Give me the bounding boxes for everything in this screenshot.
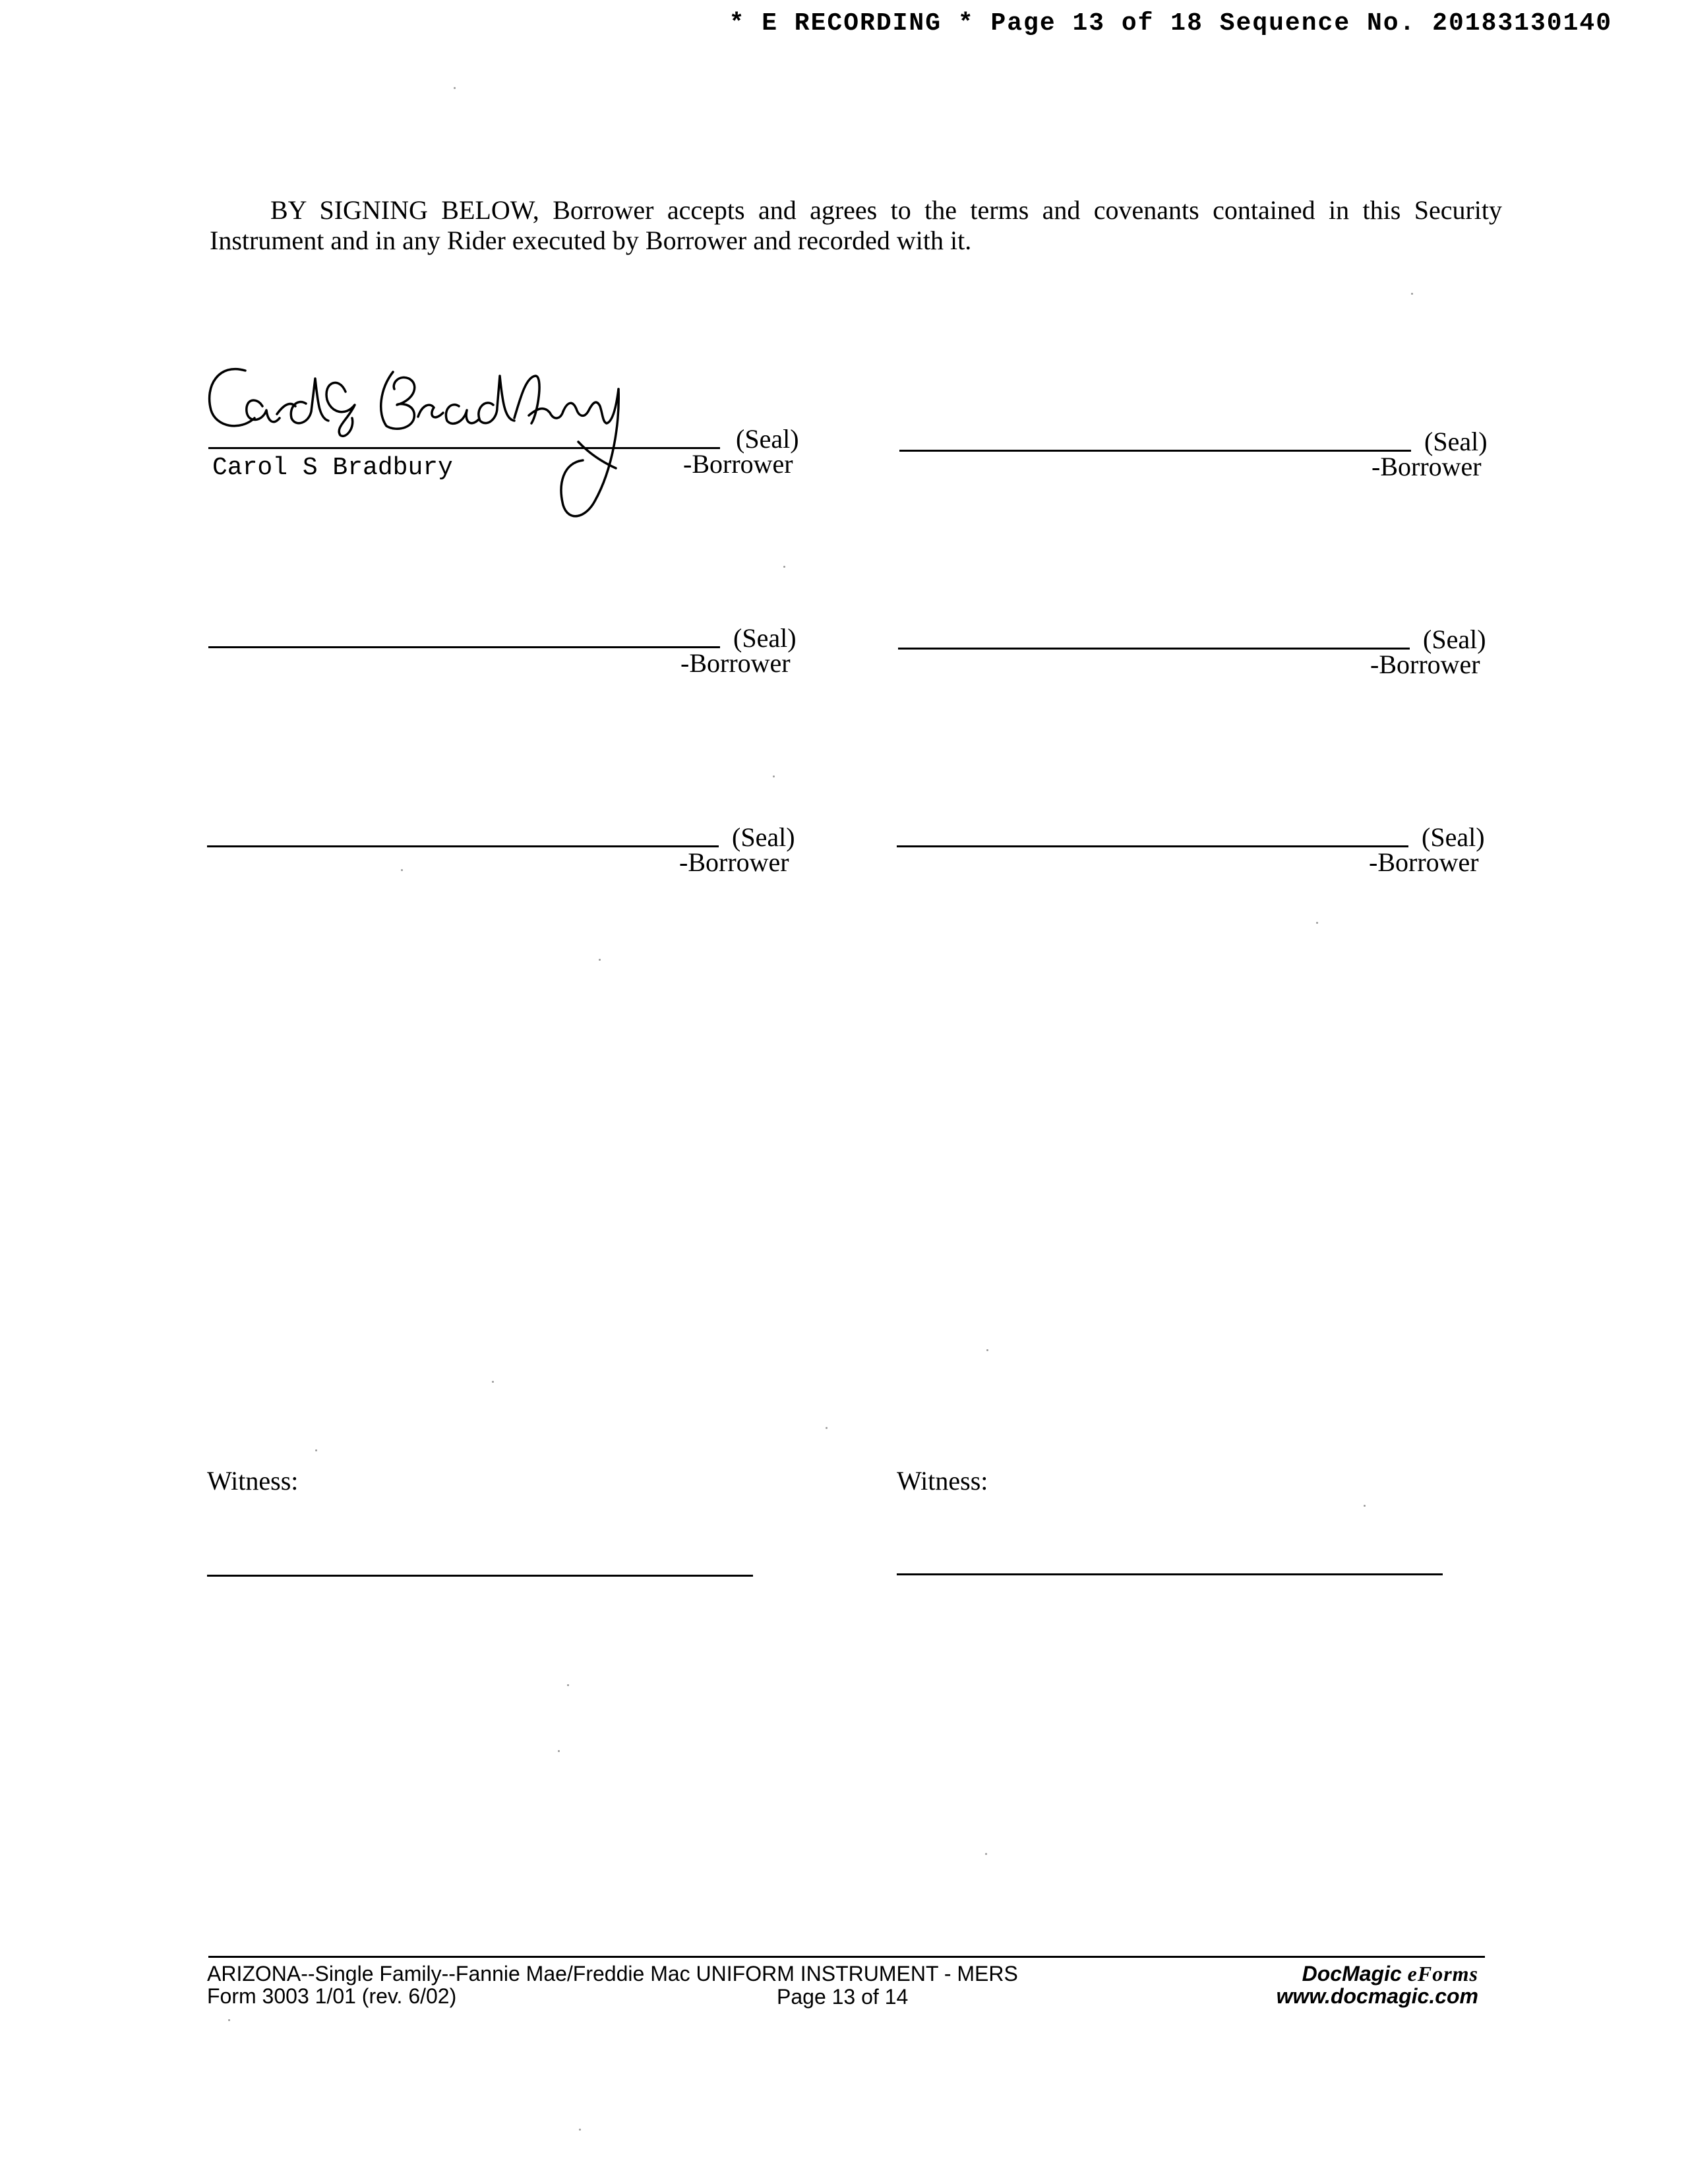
signature-block-2 [899, 425, 1493, 504]
scan-speck [315, 1449, 317, 1451]
scan-speck [599, 959, 601, 961]
borrower-label: -Borrower [679, 847, 789, 877]
signature-line [898, 648, 1410, 650]
handwritten-signature [199, 349, 648, 541]
brand-eforms: eForms [1407, 1962, 1478, 1986]
borrower-label: -Borrower [683, 449, 793, 479]
recording-header: * E RECORDING * Page 13 of 18 Sequence No. 20183130140 [729, 9, 1612, 38]
borrower-label: -Borrower [1372, 452, 1482, 481]
borrower-label: -Borrower [1370, 650, 1480, 679]
printed-name: Carol S Bradbury [212, 454, 453, 482]
scan-speck [567, 1684, 569, 1686]
seal-label: (Seal) [1423, 624, 1486, 654]
footer-page-number: Page 13 of 14 [777, 1985, 909, 2009]
brand-website: www.docmagic.com [1276, 1984, 1478, 2008]
signature-block-3 [208, 621, 802, 700]
signature-line [208, 646, 720, 648]
seal-label: (Seal) [1424, 427, 1488, 456]
seal-label: (Seal) [1422, 822, 1485, 852]
borrower-label: -Borrower [680, 648, 791, 678]
scan-speck [986, 1349, 988, 1351]
form-number: Form 3003 1/01 (rev. 6/02) [207, 1984, 457, 2008]
signature-block-1 [208, 349, 802, 547]
scan-speck [228, 2019, 230, 2021]
brand-name: DocMagic [1302, 1962, 1402, 1986]
signature-line [208, 447, 720, 449]
borrower-label: -Borrower [1369, 847, 1479, 877]
signature-line [207, 845, 719, 847]
footer-rule [208, 1956, 1485, 1958]
statement-line-2: Instrument and in any Rider executed by Borrower and recorded with it. [210, 226, 972, 255]
signature-line [897, 845, 1408, 847]
scan-speck [579, 2129, 581, 2131]
seal-label: (Seal) [733, 623, 797, 653]
witness-label-left: Witness: [207, 1466, 299, 1496]
scan-speck [985, 1853, 987, 1855]
seal-label: (Seal) [736, 424, 799, 454]
seal-label: (Seal) [732, 822, 795, 852]
witness-line-right [897, 1573, 1443, 1575]
statement-line-1: BY SIGNING BELOW, Borrower accepts and agrees to the terms and covenants contained in this Security [270, 195, 1502, 225]
scan-speck [773, 775, 775, 777]
form-title: ARIZONA--Single Family--Fannie Mae/Freddie Mac UNIFORM INSTRUMENT - MERS [207, 1962, 1018, 1986]
witness-label-right: Witness: [897, 1466, 988, 1496]
scan-speck [826, 1427, 828, 1429]
scan-speck [1364, 1505, 1366, 1507]
scan-speck [1316, 922, 1318, 924]
signature-block-6 [897, 820, 1490, 899]
signature-block-5 [207, 820, 800, 899]
witness-line-left [207, 1575, 753, 1577]
scan-speck [558, 1750, 560, 1752]
signing-statement [210, 195, 1502, 256]
footer-brand [1277, 1962, 1478, 2007]
signature-line [899, 450, 1411, 452]
scan-speck [492, 1381, 494, 1383]
scan-speck [401, 869, 403, 871]
scan-speck [1411, 293, 1413, 295]
scan-speck [454, 87, 456, 89]
signature-block-4 [898, 622, 1492, 702]
scan-speck [783, 566, 785, 568]
